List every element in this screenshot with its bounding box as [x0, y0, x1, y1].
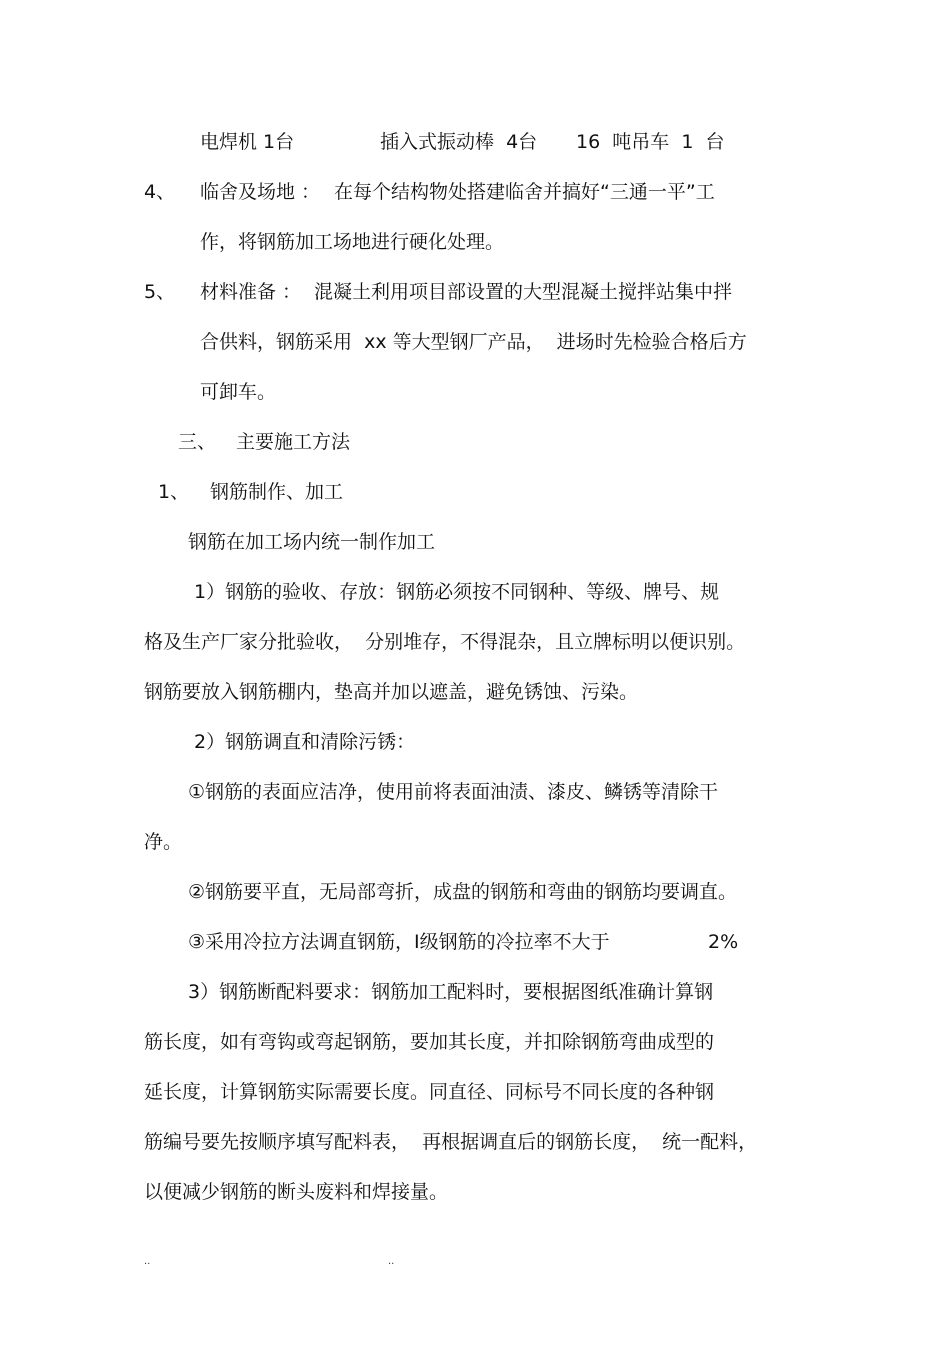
- item-text: 合供料，钢筋采用 xx 等大型钢厂产品， 进场时先检验合格后方: [200, 331, 747, 353]
- item-text: 可卸车。: [200, 381, 277, 403]
- item-title: 临舍及场地 ：: [200, 181, 321, 203]
- paragraph-line: ③采用冷拉方法调直钢筋，Ⅰ级钢筋的冷拉率不大于: [188, 931, 610, 953]
- item-title: 材料准备 ：: [200, 281, 302, 303]
- paragraph-line: 3）钢筋断配料要求：钢筋加工配料时，要根据图纸准确计算钢: [188, 981, 714, 1003]
- paragraph-line: ①钢筋的表面应洁净，使用前将表面油渍、漆皮、鳞锈等清除干: [188, 781, 719, 803]
- paragraph-line: 钢筋要放入钢筋棚内，垫高并加以遮盖，避免锈蚀、污染。: [144, 681, 639, 703]
- paragraph-line: 筋长度，如有弯钩或弯起钢筋，要加其长度，并扣除钢筋弯曲成型的: [144, 1031, 715, 1053]
- paragraph-line: ②钢筋要平直，无局部弯折，成盘的钢筋和弯曲的钢筋均要调直。: [188, 881, 738, 903]
- subsection-number: 1、: [158, 481, 190, 503]
- paragraph-line: 以便减少钢筋的断头废料和焊接量。: [144, 1181, 449, 1203]
- footer-mark-right: ..: [388, 1256, 395, 1267]
- paragraph-line: 延长度，计算钢筋实际需要长度。同直径、同标号不同长度的各种钢: [144, 1081, 715, 1103]
- paragraph-line: 筋编号要先按顺序填写配料表， 再根据调直后的钢筋长度， 统一配料，: [144, 1131, 758, 1153]
- item-text: 在每个结构物处搭建临舍并搞好“三通一平”工: [334, 181, 715, 203]
- paragraph-line: 1）钢筋的验收、存放：钢筋必须按不同钢种、等级、牌号、规: [194, 581, 720, 603]
- section-title: 主要施工方法: [236, 431, 351, 453]
- paragraph-intro: 钢筋在加工场内统一制作加工: [188, 531, 436, 553]
- item-text: 混凝土利用项目部设置的大型混凝土搅拌站集中拌: [314, 281, 733, 303]
- paragraph-line: 格及生产厂家分批验收， 分别堆存，不得混杂，且立牌标明以便识别。: [144, 631, 746, 653]
- paragraph-line: 2）钢筋调直和清除污锈：: [194, 731, 416, 753]
- equipment-welder: 电焊机 1台: [200, 131, 295, 153]
- footer-mark-left: ..: [144, 1256, 151, 1267]
- subsection-title: 钢筋制作、加工: [210, 481, 344, 503]
- item-number: 4、: [144, 181, 176, 203]
- equipment-vibrator: 插入式振动棒 4台: [380, 131, 538, 153]
- paragraph-line: 净。: [144, 831, 183, 853]
- item-text: 作，将钢筋加工场地进行硬化处理。: [200, 231, 505, 253]
- section-number: 三、: [178, 431, 217, 453]
- equipment-crane: 16 吨吊车 1 台: [576, 131, 725, 153]
- item-number: 5、: [144, 281, 176, 303]
- paragraph-value: 2%: [708, 931, 739, 953]
